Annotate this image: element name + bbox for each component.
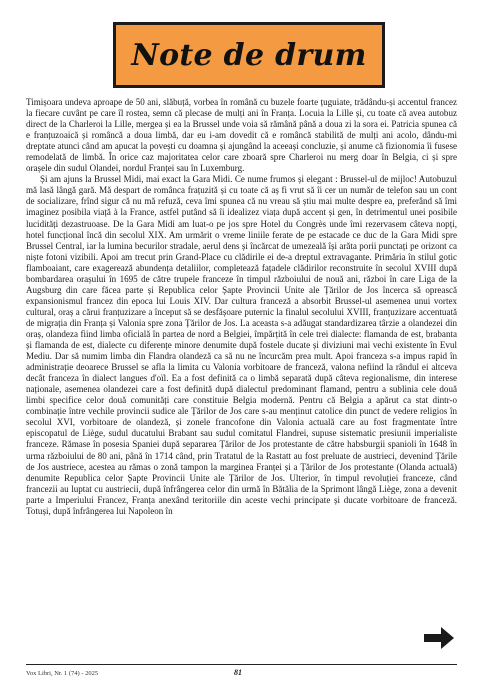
section-banner <box>113 22 385 88</box>
section-title: Note de drum <box>131 37 367 73</box>
footer-divider <box>26 664 457 665</box>
page-number: 81 <box>234 668 242 677</box>
paragraph: Și am ajuns la Brussel Midi, mai exact la Gara Midi. Ce nume frumos și elegant : Brussel-ul de mijloc! Autobuzul mă lasă lângă gară. Mă despart de românca frațuzită și cu toate că aș fi vrut să îi cer un număr de telefon sau un cont de socializare, frînd sigur că nu mă refuză, ceva îmi spunea că nu vreau să știu mai multe despre ea, preferând să îmi imaginez posibila viață à la France, astfel putând să îi idealizez viața după accent și gen, în detrimentul unei posibile lucidități dezastruoase. De la Gara Midi am luat-o pe jos spre Hotel du Congrès unde îmi rezervasem câteva nopți, hotel funcțional încă din secolul XIX. Am urmărit o vreme liniile ferate de pe estacade ce duc de la Gara Midi spre Brussel Central, iar la lumina becurilor stradale, aerul dens și încărcat de umezeală își arăta porii punctați pe orizont ca niște fotoni vizibili. Apoi am trecut prin Grand-Place cu clădirile ei de-a dreptul extravagante. Primăria în stilul gotic flamboaiant, care exagerează abundența detaliilor, completează fațadele clădirilor reconstruite în secolul XVIII după bombardarea orașului în 1695 de către trupele franceze în timpul războiului de nouă ani, război în care Liga de la Augsburg din care făcea parte și Republica celor Șapte Provincii Unite ale Țărilor de Jos încerca să oprească expansionismul francez din epoca lui Louis XIV. Dar cultura franceză a absorbit Brussel-ul asemenea unui vortex cultural, oraș a cărui franțuzizare a început să se desfășoare puternic la finalul secolului XVIII, franțuzizare accentuată de migrația din Franța și Valonia spre zona Țărilor de Jos. La aceasta s-a adăugat standardizarea târzie a olandezei din oraș, olandeza fiind limba oficială în partea de nord a Belgiei, împărțită în cele trei dialecte: flamanda de est, brabanta și flamanda de est, dialecte cu diferențe minore denumite după fostele ducate și diviziuni mai vechi existente în Evul Mediu. Dar să numim limba din Flandra olandeză ca să nu ne încurcăm prea mult. Apoi franceza s-a impus rapid în administrație deoarece Brussel se afla la limita cu Valonia vorbitoare de franceză, valona nefiind la rândul ei altceva decât franceza în dialect langues d'oïl. Ea a fost definită ca o limbă separată după câteva regionalisme, din interese naționale, asemenea olandezei care a fost definită după dialectul predominant flamand, pentru a sublinia cele două limbi specifice celor două comunități care constituie Belgia modernă. Pentru că Belgia a apărut ca stat dintr-o combinație între vechile provincii sudice ale Țărilor de Jos care s-au menținut catolice din punct de vedere religios în secolul XVI, vorbitoare de olandeză, și zonele francofone din Valonia actuală care au fost fragmentate între episcopatul de Liège, sudul ducatului Brabant sau sudul comitatul Flandrei, supuse sistematic presiunii imperialiste franceze. Rămase în posesia Spaniei după separarea Țărilor de Jos protestante de către habsburgii spanioli în 1648 în urma războiului de 80 ani, până în 1714 când, prin Tratatul de la Rastatt au fost preluate de austrieci, devenind Țările de Jos austriece, acestea au rămas o zonă tampon la marginea Franței și a Țărilor de Jos protestante (Olanda actuală) denumite Republica celor Șapte Provincii Unite ale Țărilor de Jos. Ulterior, în timpul revoluției franceze, când francezii au luptat cu austriecii, după înfrângerea celor din urmă în Bătălia de la Sprimont lângă Liège, zona a devenit parte a Imperiului Francez, Franța anexând teritoriile din aceste vechi principate și ducate vorbitoare de franceză. Totuși, după înfrângerea lui Napoleon în <box>26 174 457 516</box>
article-body <box>26 97 457 517</box>
paragraph: Timișoara undeva aproape de 50 ani, slăbuță, vorbea în română cu buzele foarte țuguiate, trădându-și accentul francez la fiecare cuvânt pe care îl rostea, semn că plecase de mulți ani în Franța. Locuia la Lille și, cu toate că avea autobuz direct de la Charleroi la Lille, mergea și ea la Brussel unde voia să rămână până a doua zi la sora ei. Patricia spunea că e franțuzoaică și româncă a doua limbă, dar eu i-am dovedit că e româncă stabilită de mulți ani acolo, dându-mi dreptate atunci când am apucat la povești cu doamna și ajungând la aceeași concluzie, și anume că fizionomia îi fusese remodelată de limbă. În orice caz majoritatea celor care zboară spre Charleroi nu merg doar în Belgia, ci și spre orașele din sudul Olandei, nordul Franței sau în Luxemburg. <box>26 97 457 174</box>
journal-issue: Vox Libri, Nr. 1 (74) - 2025 <box>26 670 99 677</box>
arrow-right-icon[interactable] <box>424 627 454 649</box>
